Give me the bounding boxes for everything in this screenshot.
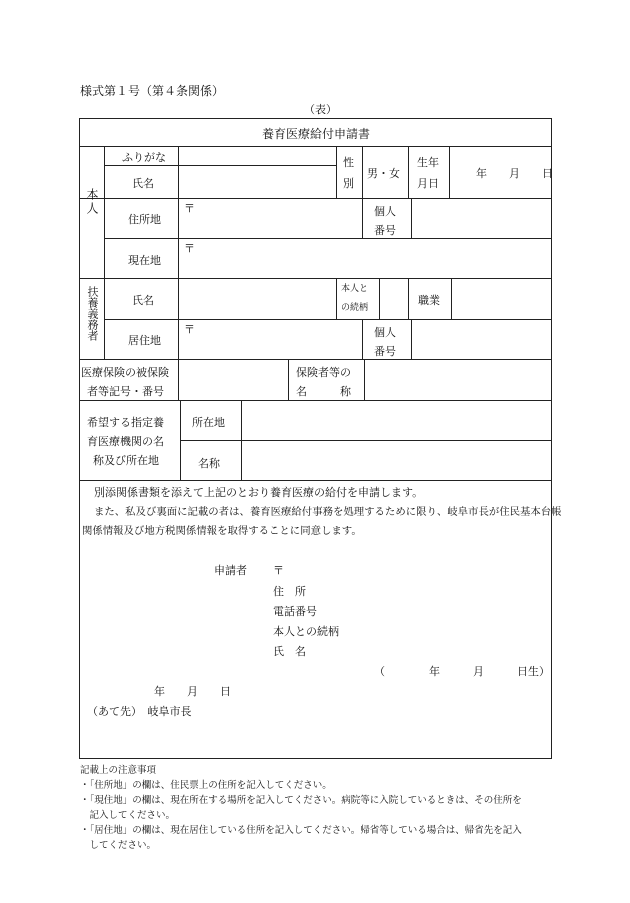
child-address-label: 住所地 [128,213,161,226]
institution-label-2: 育医療機関の名 [87,435,164,448]
note-item: ・「現住地」の欄は、現在所在する場所を記入してください。病院等に入院しているときは、その住所を [80,795,522,806]
applicant-label: 申請者 [214,564,247,577]
individual-number-label-top: 個人 [374,326,396,339]
dob-value[interactable]: 年 月 日 [476,167,553,180]
form-side-label: （表） [304,103,337,116]
insurer-label-bottom: 名 称 [296,385,351,398]
insurer-label-top: 保険者等の [296,366,351,379]
residence-label: 居住地 [128,334,161,347]
institution-location-label: 所在地 [192,416,225,429]
notes-section [80,763,522,853]
postal-mark: 〒 [184,323,195,336]
institution-label-1: 希望する指定養 [87,416,164,429]
postal-mark: 〒 [184,202,195,215]
applicant-address-label: 住 所 [273,585,306,598]
dob-label-bottom: 月日 [417,177,439,190]
guardian-section-label: 扶養義務者 [86,286,99,341]
sex-label-top: 性 [343,156,354,169]
postal-mark: 〒 [273,564,284,577]
child-section-label: 本人 [85,188,99,216]
note-item: ・「住所地」の欄は、住民票上の住所を記入してください。 [80,780,332,791]
child-name-label: 氏名 [132,177,154,190]
applicant-birth-date[interactable]: （ 年 月 日生） [374,665,550,678]
note-item: 記入してください。 [80,810,176,821]
addressee: （あて先） 岐阜市長 [87,705,192,718]
current-location-label: 現在地 [128,254,161,267]
form-title: 養育医療給付申請書 [262,127,371,141]
applicant-relation-label: 本人との続柄 [273,625,339,638]
furigana-label: ふりがな [122,151,166,164]
sex-label-bottom: 別 [343,177,354,190]
institution-label-3: 称及び所在地 [93,454,159,467]
consent-statement-line2: 関係情報及び地方税関係情報を取得することに同意します。 [82,525,362,537]
notes-title: 記載上の注意事項 [80,765,157,776]
relation-label-top: 本人と [341,284,369,294]
application-date[interactable]: 年 月 日 [154,685,231,698]
guardian-name-label: 氏名 [132,294,154,307]
note-item: ・「居住地」の欄は、現在居住している住所を記入してください。帰省等している場合は、帰省先を記入 [80,825,522,836]
institution-name-label: 名称 [198,457,220,470]
individual-number-label-bottom: 番号 [374,224,396,237]
individual-number-label-bottom: 番号 [374,345,396,358]
insured-label-top: 医療保険の被保険 [81,366,169,379]
consent-statement-line1: また、私及び裏面に記載の者は、養育医療給付事務を処理するために限り、岐阜市長が住民基本台帳 [94,506,562,518]
applicant-name-label: 氏 名 [273,645,306,658]
occupation-label: 職業 [418,294,440,307]
relation-label-bottom: の続柄 [341,303,369,313]
application-statement: 別添関係書類を添えて上記のとおり養育医療の給付を申請します。 [94,486,424,499]
individual-number-label-top: 個人 [374,205,396,218]
form-number: 様式第１号（第４条関係） [80,84,225,98]
sex-options[interactable]: 男・女 [367,167,400,180]
postal-mark: 〒 [184,242,195,255]
applicant-phone-label: 電話番号 [273,605,317,618]
note-item: してください。 [80,840,157,851]
dob-label-top: 生年 [417,156,439,169]
insured-label-bottom: 者等記号・番号 [87,385,164,398]
